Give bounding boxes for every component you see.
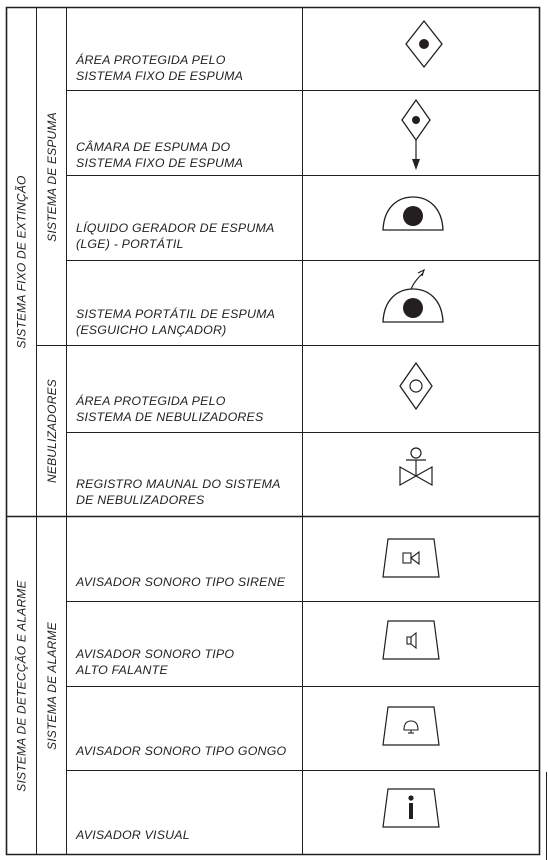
row-7-description: AVISADOR SONORO TIPO SIRENE bbox=[76, 575, 286, 589]
row-9-description: AVISADOR SONORO TIPO GONGO bbox=[76, 744, 287, 758]
row-10-description: AVISADOR VISUAL bbox=[76, 828, 190, 842]
visual-alarm-icon bbox=[380, 786, 442, 830]
siren-icon bbox=[380, 536, 442, 580]
row-1-description: ÁREA PROTEGIDA PELO SISTEMA FIXO DE ESPUMA bbox=[76, 53, 244, 83]
group-label-sistema-de-alarme: SISTEMA DE ALARME bbox=[44, 622, 59, 750]
row-2-description: CÂMARA DE ESPUMA DO SISTEMA FIXO DE ESPUMA bbox=[76, 140, 244, 170]
loudspeaker-icon bbox=[380, 618, 442, 662]
row-8-description: AVISADOR SONORO TIPO ALTO FALANTE bbox=[76, 647, 235, 677]
group-label-nebulizadores: NEBULIZADORES bbox=[44, 379, 59, 483]
row-4-description: SISTEMA PORTÁTIL DE ESPUMA (ESGUICHO LANÇADOR) bbox=[76, 307, 276, 337]
group-label-sistema-fixo-de-extincao: SISTEMA FIXO DE EXTINÇÃO bbox=[14, 175, 29, 349]
row-6-description: REGISTRO MAUNAL DO SISTEMA DE NEBULIZADORES bbox=[76, 477, 281, 507]
dome-dot-icon bbox=[380, 192, 446, 234]
row-3-description: LÍQUIDO GERADOR DE ESPUMA (LGE) - PORTÁTIL bbox=[76, 221, 275, 251]
gong-icon bbox=[380, 704, 442, 748]
diamond-dot-arrow-icon bbox=[396, 98, 436, 174]
group-label-sistema-de-deteccao-e-alarme: SISTEMA DE DETECÇÃO E ALARME bbox=[14, 580, 29, 792]
diamond-dot-icon bbox=[402, 18, 446, 70]
group-label-sistema-de-espuma: SISTEMA DE ESPUMA bbox=[44, 111, 59, 242]
manual-valve-icon bbox=[396, 446, 436, 492]
row-5-description: ÁREA PROTEGIDA PELO SISTEMA DE NEBULIZADORES bbox=[76, 394, 264, 424]
diamond-circle-icon bbox=[394, 360, 438, 412]
dome-dot-arrow-icon bbox=[380, 264, 448, 326]
